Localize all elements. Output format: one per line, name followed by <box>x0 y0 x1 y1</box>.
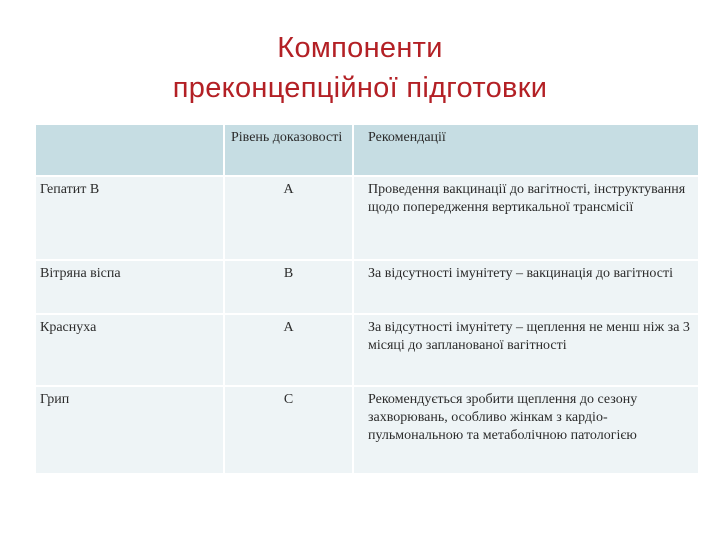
table-row <box>36 175 698 259</box>
title-line-2: преконцепційної підготовки <box>172 72 548 104</box>
row-recommendation: Проведення вакцинації до вагітності, інструктування щодо попередження вертикальної трансмісії <box>354 175 698 259</box>
row-level: A <box>225 313 354 385</box>
row-name: Краснуха <box>36 313 225 385</box>
recommendations-table <box>36 125 698 473</box>
header-name <box>36 125 225 175</box>
table-row <box>36 385 698 473</box>
row-level: B <box>225 259 354 313</box>
row-level: A <box>225 175 354 259</box>
title-line-1: Компоненти <box>277 32 443 64</box>
row-name: Грип <box>36 385 225 473</box>
slide-title <box>0 28 720 108</box>
row-level: C <box>225 385 354 473</box>
header-evidence-level: Рівень доказовості <box>225 125 354 175</box>
row-name: Вітряна віспа <box>36 259 225 313</box>
table-row <box>36 313 698 385</box>
header-recommendations: Рекомендації <box>354 125 698 175</box>
row-name: Гепатит В <box>36 175 225 259</box>
table-row <box>36 259 698 313</box>
table-header-row <box>36 125 698 175</box>
row-recommendation: За відсутності імунітету – вакцинація до вагітності <box>354 259 698 313</box>
row-recommendation: За відсутності імунітету – щеплення не менш ніж за 3 місяці до запланованої вагітності <box>354 313 698 385</box>
row-recommendation: Рекомендується зробити щеплення до сезону захворювань, особливо жінкам з кардіо-пульмональною та метаболічною патологією <box>354 385 698 473</box>
